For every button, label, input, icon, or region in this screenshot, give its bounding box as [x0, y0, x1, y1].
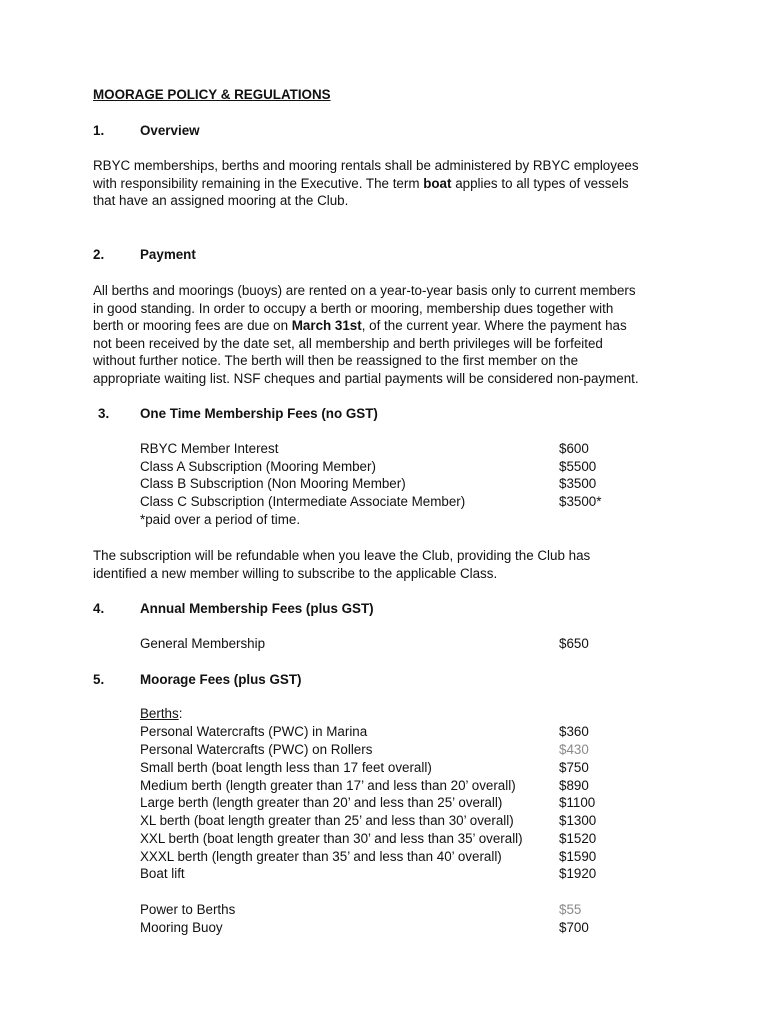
fee-label: XXXL berth (length greater than 35’ and less than 40’ overall) [140, 849, 502, 864]
section-4-heading: Annual Membership Fees (plus GST) [140, 601, 374, 616]
fee-label: Personal Watercrafts (PWC) on Rollers [140, 742, 373, 757]
fee-label: XXL berth (boat length greater than 30’ and less than 35’ overall) [140, 831, 523, 846]
fee-price: $55 [559, 902, 582, 917]
section-1-number: 1. [93, 123, 105, 138]
fee-price: $1300 [559, 813, 597, 828]
berths-colon: : [178, 706, 183, 721]
text-run: with responsibility remaining in the Executive. The term [93, 175, 424, 191]
paragraph-line: not been received by the date set, all membership and berth privileges will be forfeited [93, 335, 603, 351]
fee-price: $750 [559, 760, 589, 775]
fee-label: Small berth (boat length less than 17 feet overall) [140, 760, 432, 775]
due-date: March 31st [291, 318, 362, 334]
fee-price: $1100 [559, 795, 596, 810]
fee-label: General Membership [140, 636, 266, 651]
section-3-number: 3. [98, 406, 110, 421]
text-run: , of the current year. Where the payment has [361, 318, 627, 334]
section-5-heading: Moorage Fees (plus GST) [140, 672, 302, 687]
fee-label: Class C Subscription (Intermediate Associate Member) [140, 494, 466, 509]
section-3-heading: One Time Membership Fees (no GST) [140, 406, 378, 421]
paragraph-line: appropriate waiting list. NSF cheques and partial payments will be considered non-payment. [93, 370, 639, 386]
fee-label: XL berth (boat length greater than 25’ and less than 30’ overall) [140, 813, 514, 828]
fee-label: Boat lift [140, 866, 185, 881]
fee-label: Personal Watercrafts (PWC) in Marina [140, 724, 368, 739]
paragraph-line: in good standing. In order to occupy a berth or mooring, membership dues together with [93, 300, 614, 316]
fee-price: $650 [559, 636, 589, 651]
paragraph-line: without further notice. The berth will then be reassigned to the first member on the [93, 353, 579, 369]
text-run: berth or mooring fees are due on [93, 318, 292, 334]
refund-note [93, 547, 693, 582]
berths-label: Berths [140, 706, 179, 721]
text-run: applies to all types of vessels [451, 175, 629, 191]
fee-label: Class A Subscription (Mooring Member) [140, 459, 376, 474]
fee-label: Medium berth (length greater than 17’ and less than 20’ overall) [140, 778, 516, 793]
section-2-heading: Payment [140, 247, 196, 262]
fee-price: $890 [559, 778, 589, 793]
paragraph-line: RBYC memberships, berths and mooring rentals shall be administered by RBYC employees [93, 158, 639, 173]
fee-price: $700 [559, 920, 589, 935]
fee-price: $3500* [559, 494, 602, 509]
fee-price: $5500 [559, 459, 597, 474]
fee-label: Power to Berths [140, 902, 236, 917]
fee-price: $3500 [559, 476, 597, 491]
berths-subheading [140, 706, 182, 721]
paragraph-line: identified a new member willing to subscribe to the applicable Class. [93, 565, 498, 581]
paragraph-line: that have an assigned mooring at the Club. [93, 193, 349, 209]
fee-price: $1920 [559, 866, 597, 881]
paragraph-line: All berths and moorings (buoys) are rented on a year-to-year basis only to current members [93, 283, 636, 298]
fee-price: $430 [559, 742, 589, 757]
paragraph-line [93, 175, 693, 193]
paragraph-line: The subscription will be refundable when you leave the Club, providing the Club has [93, 548, 591, 563]
page-title: MOORAGE POLICY & REGULATIONS [93, 87, 331, 102]
footnote: *paid over a period of time. [140, 512, 301, 527]
fee-label: Large berth (length greater than 20’ and less than 25’ overall) [140, 795, 503, 810]
fee-label: Class B Subscription (Non Mooring Member) [140, 476, 406, 491]
bold-term-boat: boat [423, 175, 452, 191]
fee-label: Mooring Buoy [140, 920, 223, 935]
section-1-paragraph [93, 157, 693, 210]
paragraph-line [93, 317, 693, 335]
fee-price: $1520 [559, 831, 597, 846]
section-2-paragraph [93, 282, 693, 388]
section-2-number: 2. [93, 247, 105, 262]
section-1-heading: Overview [140, 123, 200, 138]
section-4-number: 4. [93, 601, 105, 616]
section-5-number: 5. [93, 672, 105, 687]
fee-price: $600 [559, 441, 589, 456]
fee-price: $360 [559, 724, 589, 739]
fee-price: $1590 [559, 849, 597, 864]
fee-label: RBYC Member Interest [140, 441, 279, 456]
